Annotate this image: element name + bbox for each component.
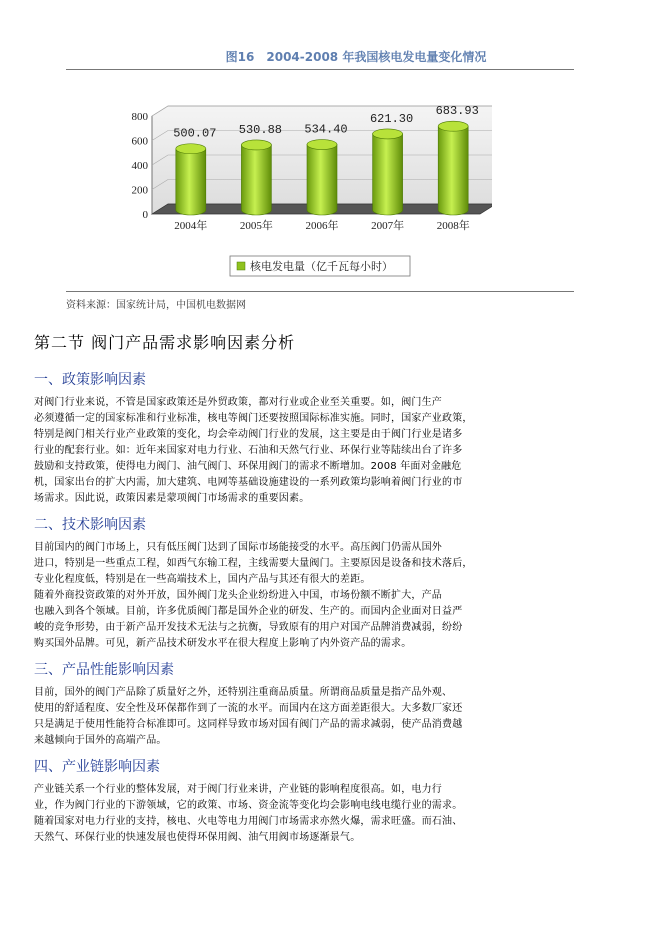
x-tick-label: 2007年 <box>371 220 405 232</box>
x-tick-label: 2008年 <box>436 220 470 232</box>
legend-label: 核电发电量（亿千瓦每小时） <box>250 260 393 273</box>
bar-cylinder-top <box>241 140 271 150</box>
paragraph-policy-factors: 对阀门行业来说，不管是国家政策还是外贸政策，都对行业或企业至关重要。如，阀门生产 必须遵循一定的国家标准和行业标准，核电等阀门还要按照国际标准实施。同时，国家产业政策， 特别是阀门相关行业产业政策的变化，均会牵动阀门行业的发展，这主要是由于阀门行业是诸多 行业的配套行业。如：近年来国家对电力行业、石油和天然气行业、环保行业等陆续出台了许多 鼓励和支持政策，使得电力阀门、油气阀门、环保用阀门的需求不断增加。2008 年面对金融危 机，国家出台的扩大内需，加大建筑、电网等基础设施建设的一系列政策均影响着阀门行业的市 场需求。因此说，政策因素是蒙项阀门市场需求的重要因素。 <box>34 397 473 504</box>
bar-cylinder-top <box>176 144 206 154</box>
x-tick-label: 2006年 <box>305 220 339 232</box>
bar-cylinder <box>176 149 206 215</box>
data-label: 683.93 <box>435 104 479 119</box>
bar-cylinder <box>438 126 468 215</box>
x-tick-label: 2005年 <box>239 220 273 232</box>
y-tick-label: 800 <box>131 111 148 123</box>
bar-cylinder-top <box>373 129 403 139</box>
y-tick-label: 600 <box>131 135 148 148</box>
data-label: 530.88 <box>238 122 283 137</box>
heading-industry-chain-factors: 四、产业链影响因素 <box>34 759 160 775</box>
y-tick-label: 0 <box>142 209 148 221</box>
heading-technology-factors: 二、技术影响因素 <box>34 517 146 533</box>
legend-swatch <box>237 262 245 270</box>
bar-cylinder-top <box>307 140 337 150</box>
heading-policy-factors: 一、政策影响因素 <box>34 372 146 388</box>
nuclear-power-bar-chart <box>112 96 492 286</box>
paragraph-industry-chain-factors: 产业链关系一个行业的整体发展，对于阀门行业来讲，产业链的影响程度很高。如，电力行 业，作为阀门行业的下游领域，它的政策、市场、资金流等变化均会影响电线电缆行业的需求。 随着国家对电力行业的支持，核电、火电等电力用阀门市场需求亦然火爆，需求旺盛。而石油、 天然气、环保行业的快速发展也使得环保用阀、油气用阀市场逐渐景气。 <box>34 784 463 843</box>
figure-title: 图16 2004-2008 年我国核电发电量变化情况 <box>225 50 487 64</box>
figure-bottom-rule <box>66 291 574 292</box>
figure-top-rule <box>66 69 574 70</box>
figure-source: 资料来源：国家统计局，中国机电数据网 <box>66 300 246 311</box>
bar-cylinder-top <box>438 121 468 131</box>
paragraph-performance-factors: 目前，国外的阀门产品除了质量好之外，还特别注重商品质量。所谓商品质量是指产品外观、 使用的舒适程度、安全性及环保都作到了一流的水平。而国内在这方面差距很大。大多数厂家还 只是满足于使用性能符合标准即可。这同样导致市场对国有阀门产品的需求减弱，使产品消费越 来越倾向于国外的高端产品。 <box>34 687 463 746</box>
bar-cylinder <box>373 134 403 215</box>
x-tick-label: 2004年 <box>174 220 208 232</box>
y-tick-label: 200 <box>131 184 148 197</box>
y-tick-label: 400 <box>131 160 148 172</box>
data-label: 621.30 <box>369 111 414 126</box>
bar-cylinder <box>307 145 337 215</box>
bar-cylinder <box>241 145 271 215</box>
paragraph-technology-factors: 目前国内的阀门市场上，只有低压阀门达到了国际市场能接受的水平。高压阀门仍需从国外 进口，特别是一些重点工程，如西气东输工程，主线需要大量阀门。主要原因是设备和技术落后， 专业化程度低，特别是在一些高端技术上，国内产品与其还有很大的差距。 随着外商投资政策的对外开放，国外阀门龙头企业纷纷进入中国，市场份额不断扩大，产品 也融入到各个领域。目前，许多优质阀门都是国外企业的研发、生产的。而国内企业面对日益严 峻的竞争形势，由于新产品开发技术无法与之抗衡，导致原有的用户对国产品牌消费减弱，纷纷 购买国外品牌。可见，新产品技术研发水平在很大程度上影响了内外资产品的需求。 <box>34 542 473 649</box>
heading-performance-factors: 三、产品性能影响因素 <box>34 662 174 678</box>
data-label: 534.40 <box>304 122 348 137</box>
document-body <box>34 330 554 853</box>
section-title: 第二节 阀门产品需求影响因素分析 <box>34 333 296 352</box>
data-label: 500.07 <box>173 126 217 141</box>
